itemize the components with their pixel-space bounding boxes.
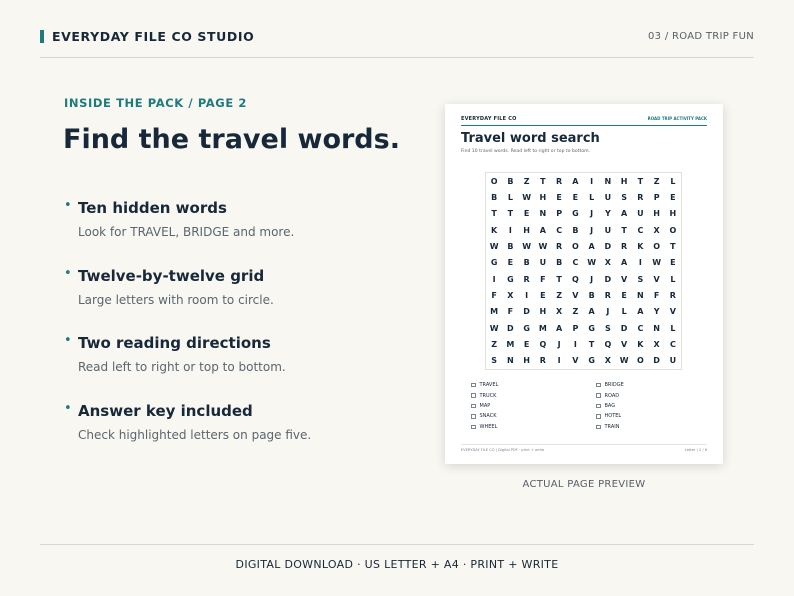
- grid-letter: C: [556, 225, 563, 235]
- checkbox-icon: [471, 383, 476, 388]
- grid-letter: Z: [572, 307, 579, 317]
- grid-letter: Y: [653, 307, 660, 317]
- grid-letter: K: [491, 225, 498, 235]
- feature-title: Two reading directions: [78, 334, 271, 352]
- grid-letter: H: [523, 225, 530, 235]
- grid-letter: H: [539, 192, 547, 202]
- feature-description: Large letters with room to circle.: [78, 292, 274, 307]
- grid-letter: K: [637, 339, 644, 349]
- checkbox-icon: [471, 393, 476, 398]
- grid-letter: K: [637, 241, 644, 251]
- grid-letter: L: [670, 323, 676, 333]
- bullet-icon: •: [64, 265, 72, 281]
- grid-letter: M: [506, 339, 515, 349]
- grid-letter: V: [669, 307, 676, 317]
- grid-letter: L: [670, 176, 676, 186]
- grid-letter: D: [507, 323, 514, 333]
- preview-header-rule: [461, 125, 707, 126]
- grid-letter: U: [669, 356, 677, 366]
- grid-letter: V: [621, 339, 628, 349]
- grid-letter: R: [523, 274, 530, 284]
- grid-letter: T: [670, 241, 676, 251]
- grid-letter: T: [540, 176, 546, 186]
- grid-letter: U: [604, 192, 612, 202]
- word-list-item: [596, 380, 706, 390]
- grid-letter: H: [653, 209, 660, 219]
- grid-letter: D: [604, 241, 612, 251]
- grid-letter: S: [604, 323, 611, 333]
- grid-letter: W: [489, 241, 499, 251]
- feature-item: [64, 401, 404, 469]
- preview-instructions: Find 10 travel words. Read left to right or top to bottom.: [461, 149, 591, 154]
- grid-letter: O: [571, 241, 579, 251]
- grid-letter: P: [653, 192, 660, 202]
- grid-letter: U: [604, 225, 612, 235]
- grid-letter: X: [556, 307, 563, 317]
- grid-letter: V: [572, 356, 579, 366]
- grid-letter: C: [669, 339, 676, 349]
- grid-letter: A: [556, 323, 563, 333]
- grid-letter: T: [621, 225, 627, 235]
- header: [40, 0, 754, 58]
- section-eyebrow: INSIDE THE PACK / PAGE 2: [64, 96, 248, 110]
- grid-letter: I: [557, 356, 561, 366]
- grid-letter: N: [539, 209, 547, 219]
- grid-letter: I: [492, 274, 496, 284]
- grid-letter: X: [604, 356, 611, 366]
- grid-letter: I: [508, 225, 512, 235]
- grid-letter: N: [507, 356, 514, 366]
- grid-letter: Y: [604, 209, 611, 219]
- preview-footer-right: Letter | 2 / 6: [684, 448, 707, 452]
- grid-letter: P: [556, 209, 563, 219]
- word-label: TRAVEL: [479, 382, 499, 389]
- grid-letter: V: [572, 290, 579, 300]
- grid-letter: I: [638, 258, 642, 268]
- preview-footer-rule: [461, 444, 707, 445]
- grid-letter: B: [556, 258, 563, 268]
- grid-letter: S: [637, 274, 644, 284]
- grid-letter: B: [507, 176, 514, 186]
- feature-item: [64, 266, 404, 334]
- grid-letter: J: [557, 339, 561, 349]
- grid-letter: H: [539, 307, 547, 317]
- grid-letter: M: [538, 323, 547, 333]
- grid-letter: B: [523, 258, 530, 268]
- bullet-icon: •: [64, 333, 72, 348]
- grid-letter: U: [637, 209, 644, 219]
- grid-letter: R: [637, 192, 644, 202]
- grid-letter: S: [491, 356, 497, 366]
- word-list-item: [471, 422, 581, 432]
- feature-title: Answer key included: [78, 401, 253, 420]
- preview-caption: ACTUAL PAGE PREVIEW: [522, 479, 646, 490]
- grid-letter: A: [539, 225, 546, 235]
- grid-letter: G: [588, 356, 595, 366]
- grid-letter: V: [621, 274, 628, 284]
- grid-letter: R: [669, 290, 676, 300]
- preview-brand: EVERYDAY FILE CO: [461, 116, 517, 122]
- feature-description: Read left to right or top to bottom.: [78, 360, 286, 374]
- word-list-item: [471, 411, 581, 421]
- grid-letter: D: [523, 307, 530, 317]
- grid-letter: R: [539, 356, 546, 366]
- page-preview: [445, 104, 723, 464]
- grid-letter: F: [491, 290, 497, 300]
- word-label: BAG: [604, 402, 616, 409]
- grid-letter: E: [523, 339, 530, 349]
- grid-letter: J: [590, 274, 594, 284]
- grid-letter: P: [572, 323, 579, 333]
- grid-letter: A: [621, 258, 628, 268]
- preview-title: Travel word search: [461, 131, 600, 146]
- grid-letter: W: [489, 323, 499, 333]
- grid-letter: C: [637, 225, 644, 235]
- preview-footer-left: EVERYDAY FILE CO | Digital PDF · print + write: [461, 448, 545, 452]
- grid-letter: Q: [571, 274, 579, 284]
- grid-letter: G: [572, 209, 579, 219]
- grid-letter: S: [621, 192, 627, 202]
- checkbox-icon: [596, 393, 601, 398]
- grid-letter: T: [588, 339, 595, 349]
- word-list-item: [596, 411, 706, 421]
- checkbox-icon: [596, 425, 601, 430]
- grid-letter: J: [590, 209, 594, 219]
- feature-item: [64, 198, 404, 266]
- grid-letter: L: [589, 192, 595, 202]
- word-label: TRAIN: [604, 423, 620, 430]
- word-label: WHEEL: [479, 423, 498, 430]
- feature-description: Check highlighted letters on page five.: [78, 427, 312, 442]
- grid-letter: L: [670, 274, 676, 284]
- grid-letter: B: [491, 192, 498, 202]
- grid-letter: H: [523, 356, 530, 366]
- grid-letter: Z: [556, 290, 563, 300]
- grid-letter: D: [653, 356, 660, 366]
- word-label: ROAD: [604, 392, 620, 399]
- word-search-grid: [485, 172, 682, 370]
- feature-title: Ten hidden words: [78, 199, 227, 217]
- grid-letter: U: [539, 258, 547, 268]
- grid-letter: C: [637, 323, 644, 333]
- word-label: HOTEL: [604, 413, 622, 420]
- word-list-item: [471, 390, 581, 400]
- grid-letter: O: [490, 176, 498, 186]
- grid-letter: G: [588, 323, 595, 333]
- feature-title: Twelve-by-twelve grid: [78, 266, 265, 285]
- grid-letter: G: [523, 323, 530, 333]
- grid-letter: E: [556, 192, 562, 202]
- grid-letter: J: [606, 307, 610, 317]
- grid-letter: O: [669, 225, 677, 235]
- grid-letter: J: [590, 225, 594, 235]
- grid-letter: O: [636, 356, 644, 366]
- grid-letter: E: [523, 209, 530, 219]
- grid-letter: B: [507, 241, 514, 251]
- preview-pack-name: ROAD TRIP ACTIVITY PACK: [647, 116, 707, 121]
- grid-letter: D: [604, 274, 612, 284]
- grid-letter: A: [637, 307, 644, 317]
- grid-letter: R: [621, 241, 628, 251]
- grid-letter: W: [652, 258, 662, 268]
- grid-letter: H: [669, 209, 677, 219]
- grid-letter: G: [507, 274, 514, 284]
- grid-letter: M: [490, 307, 499, 317]
- grid-letter: X: [653, 339, 660, 349]
- word-list-left: [471, 380, 581, 432]
- grid-letter: F: [540, 274, 546, 284]
- grid-letter: W: [522, 192, 532, 202]
- grid-letter: E: [670, 192, 676, 202]
- grid-letter: N: [637, 290, 644, 300]
- grid-letter: Z: [523, 176, 530, 186]
- word-label: MAP: [479, 402, 491, 409]
- footer-rule: [40, 544, 754, 545]
- grid-letter: X: [604, 258, 611, 268]
- grid-letter: E: [507, 258, 514, 268]
- grid-letter: X: [507, 290, 514, 300]
- grid-letter: I: [590, 176, 594, 186]
- grid-letter: E: [572, 192, 579, 202]
- grid-letter: G: [490, 258, 498, 268]
- grid-letter: A: [572, 176, 579, 186]
- grid-letter: T: [637, 176, 644, 186]
- grid-letter: I: [525, 290, 529, 300]
- grid-letter: Q: [539, 339, 547, 349]
- grid-letter: N: [604, 176, 612, 186]
- grid-letter: N: [653, 323, 660, 333]
- grid-letter: C: [572, 258, 579, 268]
- feature-list: [64, 198, 404, 468]
- grid-letter: H: [620, 176, 628, 186]
- grid-letter: E: [621, 290, 627, 300]
- grid-letter: B: [588, 290, 595, 300]
- grid-letter: O: [653, 241, 661, 251]
- bullet-icon: •: [64, 198, 72, 213]
- word-list-item: [596, 390, 706, 400]
- grid-letter: A: [588, 307, 595, 317]
- grid-letter: T: [507, 209, 514, 219]
- grid-letter: I: [573, 339, 577, 349]
- grid-letter: V: [653, 274, 660, 284]
- word-list-item: [471, 401, 581, 411]
- word-list-item: [596, 401, 706, 411]
- grid-letter: X: [653, 225, 660, 235]
- checkbox-icon: [471, 404, 476, 409]
- brand-accent-bar: [40, 30, 44, 43]
- checkbox-icon: [471, 414, 476, 419]
- word-list-item: [596, 422, 706, 432]
- word-list-right: [596, 380, 706, 432]
- grid-letter: L: [621, 307, 627, 317]
- grid-letter: B: [572, 225, 579, 235]
- grid-letter: Q: [604, 339, 612, 349]
- grid-letter: W: [619, 356, 629, 366]
- grid-letter: R: [556, 176, 563, 186]
- grid-letter: L: [507, 192, 513, 202]
- grid-letter: W: [538, 241, 548, 251]
- grid-letter: F: [653, 290, 660, 300]
- grid-letter: D: [620, 323, 628, 333]
- grid-letter: Z: [491, 339, 498, 349]
- checkbox-icon: [596, 414, 601, 419]
- grid-letter: T: [491, 209, 497, 219]
- page-reference: 03 / ROAD TRIP FUN: [648, 31, 754, 42]
- feature-description: Look for TRAVEL, BRIDGE and more.: [78, 225, 295, 239]
- word-label: TRUCK: [479, 392, 497, 399]
- grid-letter: T: [556, 274, 562, 284]
- word-label: SNACK: [479, 413, 497, 420]
- grid-letter: R: [556, 241, 563, 251]
- bullet-icon: •: [64, 400, 72, 416]
- grid-letter: R: [604, 290, 611, 300]
- grid-letter: A: [621, 209, 628, 219]
- grid-letter: F: [507, 307, 514, 317]
- grid-letter: E: [670, 258, 676, 268]
- grid-letter: W: [522, 241, 532, 251]
- word-label: BRIDGE: [604, 382, 624, 389]
- grid-letter: W: [587, 258, 597, 268]
- word-list-item: [471, 380, 581, 390]
- footer-text: DIGITAL DOWNLOAD · US LETTER + A4 · PRINT + WRITE: [235, 558, 559, 571]
- grid-letter: A: [588, 241, 595, 251]
- grid-letter: Z: [653, 176, 660, 186]
- checkbox-icon: [596, 383, 601, 388]
- checkbox-icon: [596, 404, 601, 409]
- feature-item: [64, 333, 404, 401]
- brand-name: EVERYDAY FILE CO STUDIO: [52, 29, 255, 44]
- grid-letter: E: [540, 290, 546, 300]
- page-title: Find the travel words.: [63, 124, 400, 155]
- checkbox-icon: [471, 425, 476, 430]
